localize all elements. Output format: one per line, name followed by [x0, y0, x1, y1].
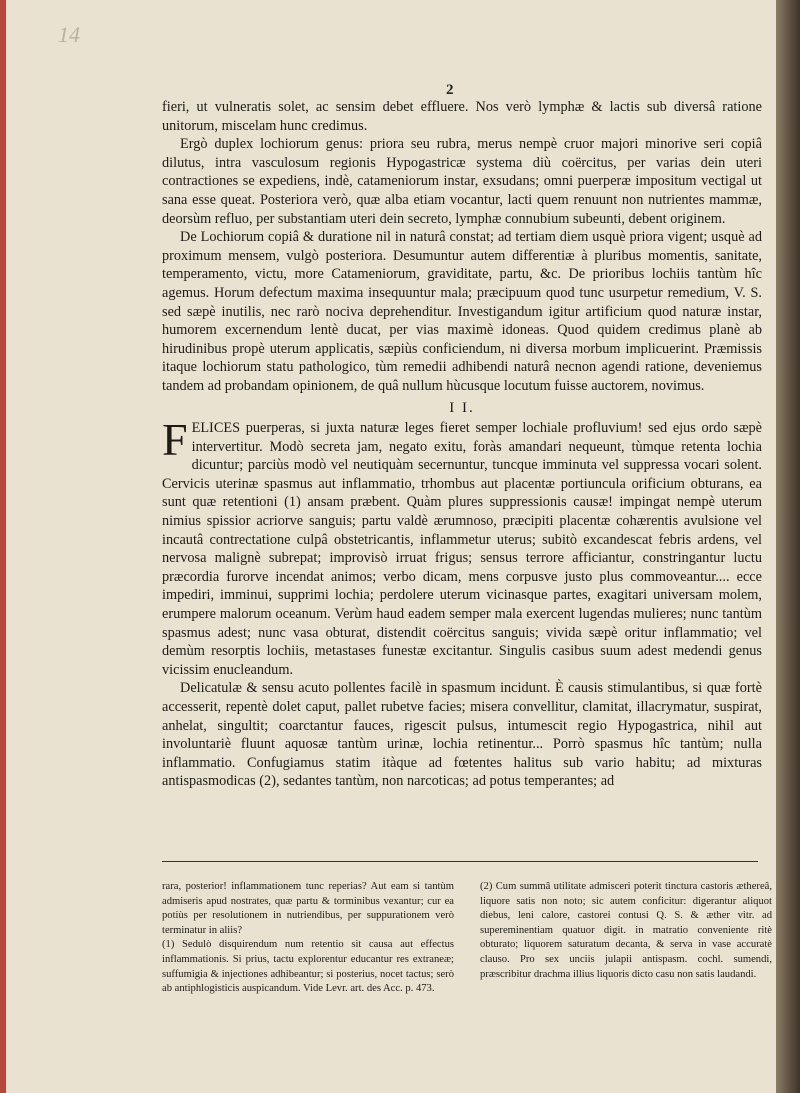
- section-paragraph-2: Delicatulæ & sensu acuto pollentes facilè in spasmum incidunt. È causis stimulantibus, si quæ fortè accesserit, repentè dolet caput, pallet rubetve facies; misera convellitur, clamitat, illacrymatur, suspirat, anhelat, singultit; coarctantur fauces, rigescit pulsus, intumescit regio Hypogastrica, nihil aut involuntariè fluunt aquosæ tantùm urinæ, lochia retinentur... Porrò spasmus hîc tantùm; nulla inflammatio. Confugiamus statim itàque ad fœtentes halitus sub vario habitu; ad mixturas antispasmodicas (2), sedantes tantùm, non narcoticas; ad potus temperantes; ad: [162, 680, 762, 790]
- paragraph-2: Ergò duplex lochiorum genus: priora seu rubra, merus nempè cruor majori minorive seri copiâ dilutus, intra vasculosum regionis Hypogastricæ systema diù coërcitus, per varias dein uteri contractiones se expediens, indè, catameniorum instar, exsudans; omni puerperæ impositum vectigal ut sana esse queat. Posteriora verò, quæ alba etiam vocantur, lacti quem renuunt non nutrientes mammæ, deorsùm refluo, per substantiam uteri dein secreto, lymphæ connubium subeunti, debent originem.: [162, 136, 762, 227]
- corner-mark: 14: [58, 22, 80, 47]
- page-edge: [776, 0, 800, 1093]
- section-paragraph-1: [162, 414, 762, 679]
- section-paragraph-1-text: ELICES puerperas, si juxta naturæ leges fieret semper lochiale profluvium! sed ejus ordo sæpè intervertitur. Modò secreta jam, negato exitu, foràs amandari nequeunt, tùmque retenta lochia dicuntur; parciùs modò vel neutiquàm secernuntur, tuncque imminuta vel suppressa vocari solent. Cervicis uterinæ spasmus aut inflammatio, trhombus aut placentæ portiuncula orificium obturans, ea sunt quæ retentioni (1) ansam præbent. Quàm plures suppressionis causæ! impingat nempè uterum nimius spissior acriorve sanguis; partu valdè ærumnoso, præcipiti placentæ cohærentis avulsione vel incautâ contrectatione culpâ obstetricantis, inflammetur uterus; subitò excandescat febris ardens, vel nervosa malignè subrepat; improvisò irruat frigus; sensus terrore afficiantur, constringantur luctu præcordia furorve incendat animos; verbo dicam, mens corpusve justo plus commoveantur.... ecce impediri, imminui, supprimi lochia; perdolere uterum vicinasque partes, exagitari universam molem, erumpere malorum oceanum. Verùm haud eadem semper mala exercent lugendas mulieres; nunc tantùm spasmus adest; nunc vasa obturat, distendit coërcitus sanguis; vivida sæpè oritur inflammatio; vel demùm resorptis lochiis, metastases funestæ excitantur. Singulis casibus suum adest medendi genus vicissim enucleandum.: [162, 420, 762, 678]
- footnote-2: (2) Cum summâ utilitate admisceri poterit tinctura castoris æthereâ, liquore satis non noto; sic autem conficitur: digerantur aliquot diebus, leni calore, castorei contusi Q. S. & æther vitr. ad supereminentiam quatuor digit. in matratio conveniente ritè obturato; liquorem saturatum decanta, & serva in vase accuratè clauso. Pro sex unciis julapii antispasm. cochl. sumendi, præscribitur drachma illius liquoris dicto casu non satis laudandi.: [480, 881, 772, 980]
- footnotes-right-column: [480, 880, 772, 982]
- footnotes-left-column: [162, 880, 454, 997]
- footnote-1: (1) Sedulò disquirendum num retentio sit causa aut effectus inflammationis. Si prius, tactu explorentur educantur res extraneæ; suffumigia & injectiones adhibeantur; si posterius, nocet tactus; serò ab antiphlogisticis auspicandum. Vide Levr. art. des Acc. p. 473.: [162, 939, 454, 995]
- main-text: [162, 98, 762, 791]
- paragraph-3: De Lochiorum copiâ & duratione nil in naturâ constat; ad tertiam diem usquè priora vigent; usquè ad proximum mensem, vulgò posteriora. Desumuntur autem differentiæ à pluribus momentis, sanitate, temperamento, victu, more Catameniorum, graviditate, partu, &c. De prioribus lochiis tantùm hîc agemus. Horum defectum maxima insequuntur mala; præcipuum quod tunc usurpetur remedium, V. S. sed sæpè inutilis, nec rarò nociva deprehenditur. Investigandum igitur artificium quod naturæ instar, humorem excernendum lentè ducat, per vias maximè idoneas. Quod quidem credimus planè ab hirudinibus propè uterum applicatis, sæpiùs conficiendum, ni diversa morbum implicuerint. Præmissis itaque lochiorum statu pathologico, tùm remedii adhibendi naturâ necnon agendi ratione, deveniemus tandem ad probandam opinionem, de quâ nullum hùcusque locutum fuisse auctorem, novimus.: [162, 229, 762, 394]
- drop-cap: F: [162, 414, 188, 466]
- page-number: 2: [446, 82, 454, 98]
- footnote-continuation: rara, posterior! inflammationem tunc reperias? Aut eam si tantùm admiseris apud nostrates, quæ partu & torminibus vexantur; cur ea potiùs per resolutionem in nutriendibus, per suppurationem verò terminatur in aliis?: [162, 881, 454, 936]
- footnote-rule: [162, 861, 758, 862]
- paragraph-1: fieri, ut vulneratis solet, ac sensim debet effluere. Nos verò lymphæ & lactis sub diversâ ratione unitorum, miscelam hunc credimus.: [162, 99, 762, 134]
- section-heading: I I.: [449, 399, 475, 416]
